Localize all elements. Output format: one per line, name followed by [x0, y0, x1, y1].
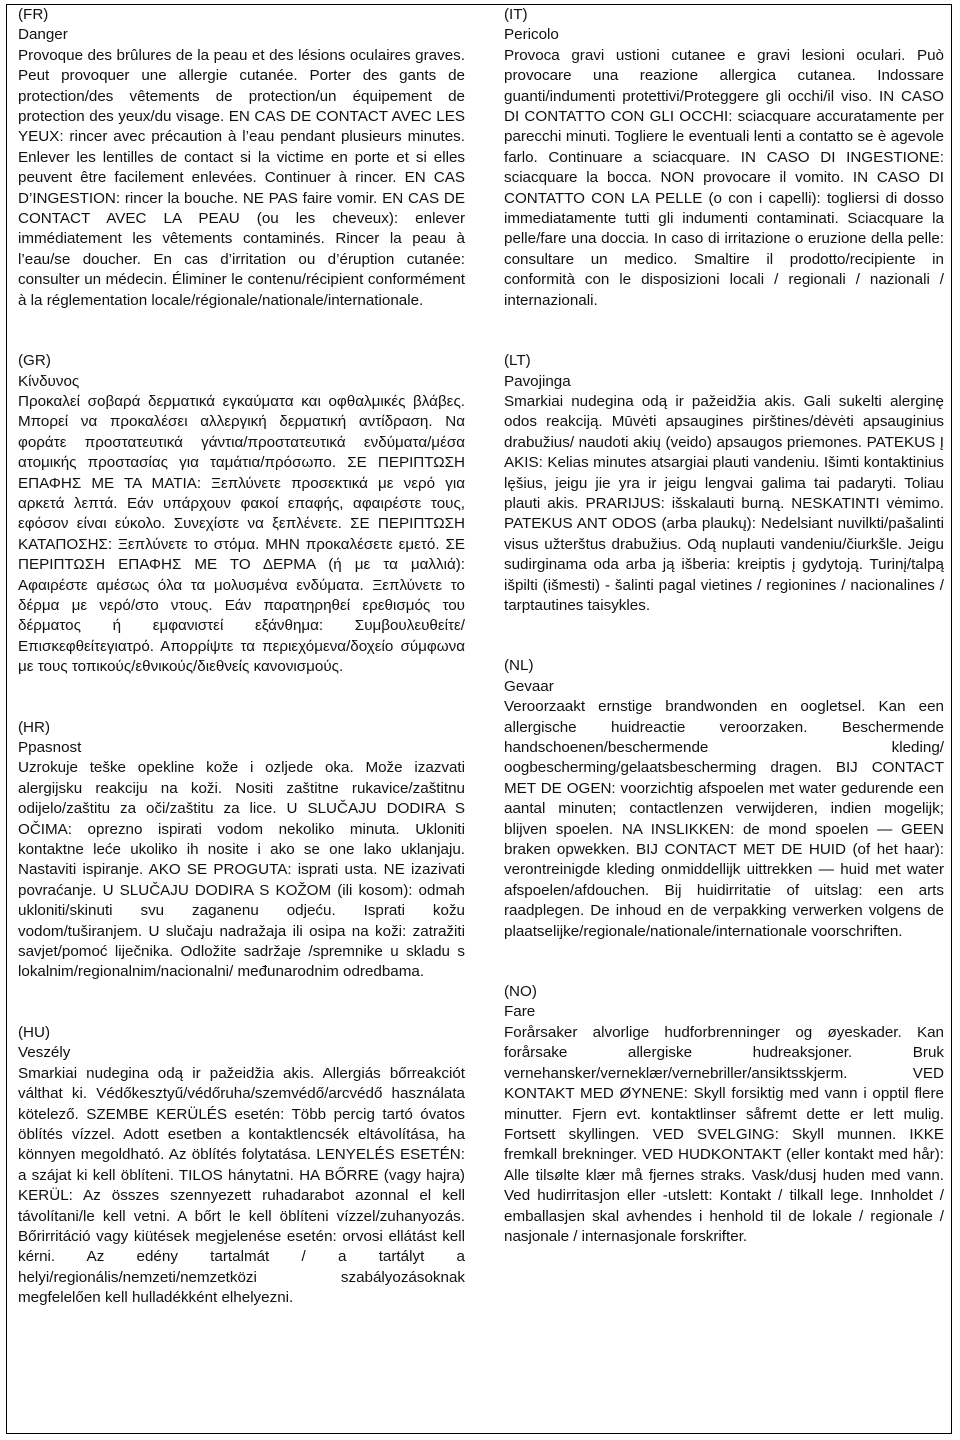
- section-code: (LT): [504, 352, 531, 370]
- section-title: Pavojinga: [504, 372, 571, 390]
- section-text: Veroorzaakt ernstige brandwonden en oogletsel. Kan een allergische huidreactie veroorzaken. Beschermende handschoenen/beschermende kleding/ oogbescherming/gelaatsbescherming dragen. BIJ CONTACT MET DE OGEN: voorzichtig afspoelen met water gedurende een aantal minuten; contactlenzen verwijderen, indien mogelijk; blijven spoelen. NA INSLIKKEN: de mond spoelen — GEEN braken opwekken. BIJ CONTACT MET DE HUID (of het haar): verontreinigde kleding onmiddellijk uittrekken — huid met water afspoelen/afdouchen. Bij huidirritatie of uitslag: een arts raadplegen. De inhoud en de verpakking verwerken volgens de plaatselijke/regionale/nationale/internationale voorschriften.: [504, 698, 944, 940]
- section-code: (NL): [504, 657, 534, 675]
- section-code: (HU): [18, 1023, 51, 1041]
- section-text: Provoque des brûlures de la peau et des lésions oculaires graves. Peut provoquer une allergie cutanée. Porter des gants de protection/des vêtements de protection/un équipement de protection des yeux/du visage. EN CAS DE CONTACT AVEC LES YEUX: rincer avec précaution à l’eau pendant plusieurs minutes. Enlever les lentilles de contact si la victime en porte et si elles peuvent être facilement enlevées. Continuer à rincer. EN CAS D’INGESTION: rincer la bouche. NE PAS faire vomir. EN CAS DE CONTACT AVEC LA PEAU (ou les cheveux): enlever immédiatement les vêtements contaminés. Rincer la peau à l’eau/se doucher. En cas d’irritation ou d’éruption cutanée: consulter un médecin. Éliminer le contenu/récipient conformément à la réglementation locale/régionale/nationale/internationale.: [18, 46, 465, 309]
- section-hu: [18, 1023, 465, 1309]
- section-text: Forårsaker alvorlige hudforbrenninger og øyeskader. Kan forårsake allergiske hudreaksjoner. Bruk vernehansker/verneklær/vernebriller/ansiktsskjerm. VED KONTAKT MED ØYNENE: Skyll forsiktig med vann i opptil flere minutter. Fjern evt. kontaktlinser såfremt dette er lett mulig. Fortsett skyllingen. VED SVELGING: Skyll munnen. IKKE fremkall brekninger. VED HUDKONTAKT (eller kontakt med hår): Alle tilsølte klær må fjernes straks. Vask/dusj huden med vann. Ved hudirritasjon eller -utslett: Kontakt / tilkall lege. Innholdet / emballasjen skal avhendes i henhold til de lokale / regionale / nasjonale / internasjonale forskrifter.: [504, 1023, 944, 1245]
- left-column: [18, 5, 465, 1349]
- section-code: (HR): [18, 718, 51, 736]
- section-title: Pericolo: [504, 26, 559, 44]
- section-code: (NO): [504, 983, 537, 1001]
- section-title: Ppasnost: [18, 739, 82, 756]
- section-title: Danger: [18, 26, 68, 44]
- section-title: Κίνδυνος: [18, 372, 80, 390]
- section-hr: [18, 718, 465, 983]
- section-text: Προκαλεί σοβαρά δερματικά εγκαύματα και οφθαλμικές βλάβες. Μπορεί να προκαλέσει αλλεργική δερματική αντίδραση. Να φοράτε προστατευτικά γάντια/προστατευτικά ενδύματα/μέσα ατομικής προστασίας για ταμάτια/πρόσωπο. ΣΕ ΠΕΡΙΠΤΩΣΗ ΕΠΑΦΗΣ ΜΕ ΤΑ ΜΑΤΙΑ: Ξεπλύνετε προσεκτικά με νερό για αρκετά λεπτά. Εάν υπάρχουν φακοί επαφής, αφαιρέστε τους, εφόσον είναι εύκολο. Συνεχίστε να ξεπλένετε. ΣΕ ΠΕΡΙΠΤΩΣΗ ΚΑΤΑΠΟΣΗΣ: Ξεπλύνετε το στόμα. ΜΗΝ προκαλέσετε εμετό. ΣΕ ΠΕΡΙΠΤΩΣΗ ΕΠΑΦΗΣ ΜΕ ΤΟ ΔΕΡΜΑ (ή με τα μαλλιά): Αφαιρέστε αμέσως όλα τα μολυσμένα ενδύματα. Ξεπλύνετε το δέρμα με νερό/στο ντους. Εάν παρατηρηθεί ερεθισμός του δέρματος ή εμφανιστεί εξάνθημα: Συμβουλευθείτε/Επισκεφθείτεγιατρό. Απορρίψτε τα περιεχόμενα/δοχείο σύμφωνα με τους τοπικούς/εθνικούς/διεθνείς κανονισμούς.: [18, 392, 465, 676]
- right-column: [504, 5, 944, 1287]
- section-lt: [504, 351, 944, 616]
- section-title: Fare: [504, 1003, 536, 1021]
- section-code: (GR): [18, 352, 51, 370]
- section-text: Provoca gravi ustioni cutanee e gravi lesioni oculari. Può provocare una reazione allergica cutanea. Indossare guanti/indumenti protettivi/Proteggere gli occhi/il viso. IN CASO DI CONTATTO CON GLI OCCHI: sciacquare accuratamente per parecchi minuti. Togliere le eventuali lenti a contatto se è agevole farlo. Continuare a sciacquare. IN CASO DI INGESTIONE: sciacquare la bocca. NON provocare il vomito. IN CASO DI CONTATTO CON LA PELLE (o con i capelli): togliersi di dosso immediatamente tutti gli indumenti contaminati. Sciacquare la pelle/fare una doccia. In caso di irritazione o eruzione della pelle: consultare un medico. Smaltire il prodotto/recipiente in conformità con le disposizioni locali / regionali / nazionali / internazionali.: [504, 46, 944, 309]
- section-code: (IT): [504, 6, 528, 23]
- section-fr: [18, 5, 465, 311]
- section-title: Gevaar: [504, 677, 554, 695]
- section-code: (FR): [18, 6, 49, 23]
- section-gr: [18, 351, 465, 678]
- section-text: Smarkiai nudegina odą ir pažeidžia akis. Allergiás bőrreakciót válthat ki. Védőkesztyű/védőruha/szemvédő/arcvédő használata kötelező. SZEMBE KERÜLÉS esetén: Több percig tartó óvatos öblítés vízzel. Adott esetben a kontaktlencsék eltávolítása, ha könnyen megoldható. Az öblítés folytatása. LENYELÉS ESETÉN: a szájat ki kell öblíteni. TILOS hánytatni. HA BŐRRE (vagy hajra) KERÜL: Az összes szennyezett ruhadarabot azonnal el kell távolítani/le kell vetni. A bőrt le kell öblíteni vízzel/zuhanyozás. Bőrirritáció vagy kiütések megjelenése esetén: orvosi ellátást kell kérni. Az edény tartalmát / a tartályt a helyi/regionális/nemzeti/nemzetközi szabályozásoknak megfelelően kell hulladékként elhelyezni.: [18, 1064, 465, 1307]
- section-text: Uzrokuje teške opekline kože i ozljede oka. Može izazvati alergijsku reakciju na koži. Nositi zaštitne rukavice/zaštitnu odijelo/zaštitu za oči/zaštitu za lice. U SLUČAJU DODIRA S OČIMA: oprezno ispirati vodom nekoliko minuta. Ukloniti kontaktne leće ukoliko ih nosite i ako se one lako uklanjaju. Nastaviti ispiranje. AKO SE PROGUTA: isprati usta. NE izazivati povraćanje. U SLUČAJU DODIRA S KOŽOM (ili kosom): odmah ukloniti/skinuti svu zaganenu odjeću. Isprati kožu vodom/tuširanjem. U slučaju nadražaja ili osipa na koži: zatražiti savjet/pomoć liječnika. Odložite sadržaje /spremnike u skladu s lokalnim/regionalnim/nacionalni/ međunarodnim odredbama.: [18, 759, 465, 981]
- section-it: [504, 5, 944, 311]
- section-nl: [504, 656, 944, 942]
- document-page: [6, 4, 952, 1434]
- section-no: [504, 982, 944, 1247]
- section-text: Smarkiai nudegina odą ir pažeidžia akis. Gali sukelti alerginę odos reakciją. Mūvėti apsaugines pirštines/dėvėti apsauginius drabužius/ naudoti akių (veido) apsaugos priemones. PATEKUS Į AKIS: Kelias minutes atsargiai plauti vandeniu. Išimti kontaktinius lęšius, jeigu jie yra ir jeigu lengvai galima tai padaryti. Toliau plauti akis. PRARIJUS: išskalauti burną. NESKATINTI vėmimo. PATEKUS ANT ODOS (arba plaukų): Nedelsiant nuvilkti/pašalinti visus užterštus drabužius. Odą nuplauti vandeniu/čiurkšle. Jeigu sudirginama oda arba ją išberia: kreiptis į gydytoją. Turinį/talpą išpilti (išmesti) - šalinti pagal vietines / regionines / nacionalines / tarptautines taisykles.: [504, 392, 944, 614]
- section-title: Veszély: [18, 1044, 71, 1062]
